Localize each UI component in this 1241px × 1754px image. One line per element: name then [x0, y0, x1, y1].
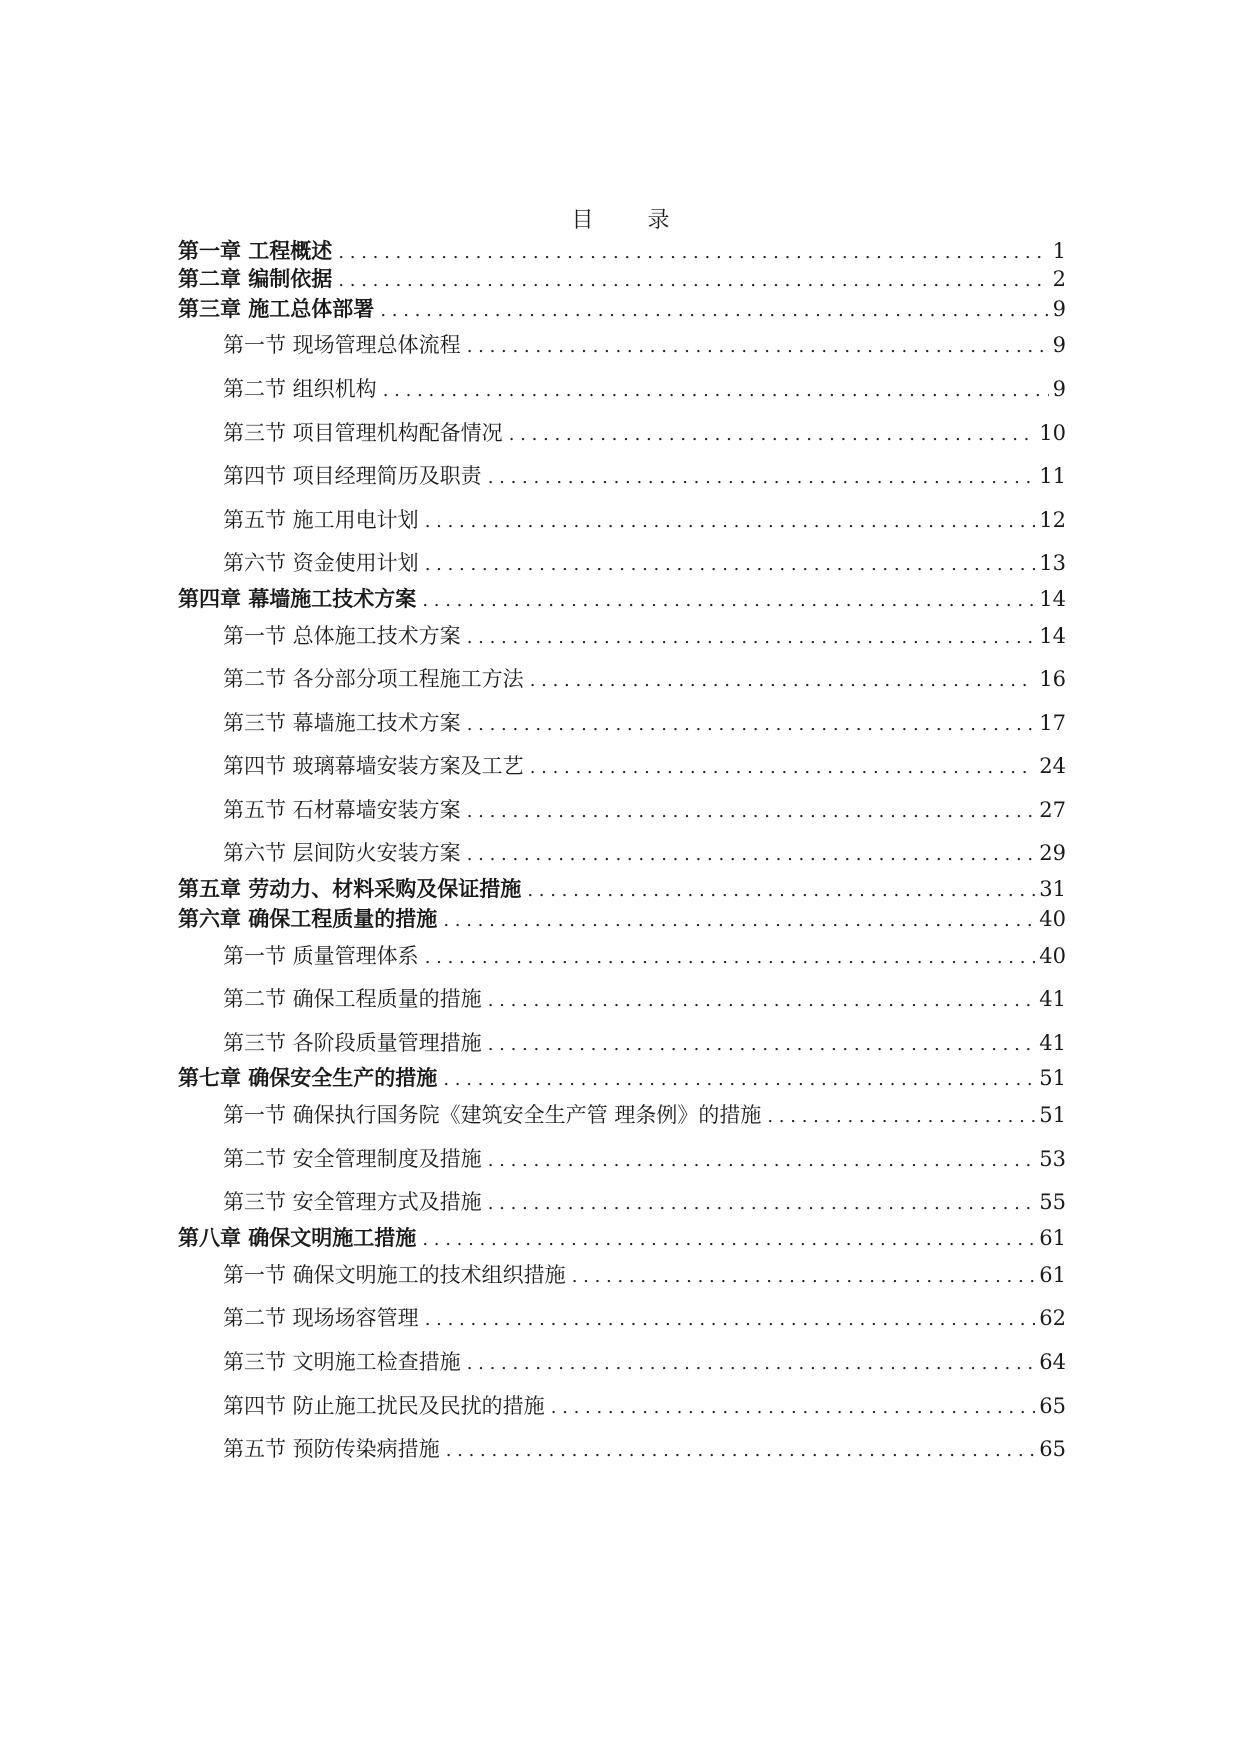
toc-section-entry[interactable] [223, 1260, 1066, 1290]
toc-section-entry[interactable] [223, 374, 1066, 404]
toc-entry-page-number: 51 [1039, 1103, 1066, 1127]
toc-entry-label: 第二章 编制依据 [178, 267, 333, 291]
toc-entry-page-number: 61 [1039, 1263, 1066, 1287]
dot-leader [467, 840, 1036, 868]
toc-entry-page-number: 11 [1039, 464, 1066, 488]
dot-leader [338, 266, 1048, 294]
toc-entry-page-number: 13 [1039, 551, 1066, 575]
toc-section-entry[interactable] [223, 418, 1066, 448]
toc-entry-label: 第一章 工程概述 [178, 239, 333, 263]
toc-entry-label: 第二节 安全管理制度及措施 [223, 1147, 482, 1171]
toc-section-entry[interactable] [223, 1303, 1066, 1333]
toc-entry-page-number: 61 [1039, 1226, 1066, 1250]
toc-entry-label: 第五节 预防传染病措施 [223, 1437, 440, 1461]
toc-section-entry[interactable] [223, 1434, 1066, 1464]
dot-leader [467, 332, 1049, 360]
toc-entry-page-number: 10 [1039, 421, 1066, 445]
toc-section-entry[interactable] [223, 838, 1066, 868]
dot-leader [509, 420, 1036, 448]
toc-entry-label: 第三节 各阶段质量管理措施 [223, 1031, 482, 1055]
toc-entry-label: 第一节 总体施工技术方案 [223, 624, 461, 648]
toc-entry-label: 第一节 质量管理体系 [223, 944, 419, 968]
toc-entry-page-number: 55 [1039, 1190, 1066, 1214]
toc-section-entry[interactable] [223, 664, 1066, 694]
toc-entry-label: 第四章 幕墙施工技术方案 [178, 587, 417, 611]
toc-entry-label: 第三节 文明施工检查措施 [223, 1350, 461, 1374]
toc-section-entry[interactable] [223, 1028, 1066, 1058]
toc-entry-page-number: 14 [1039, 624, 1066, 648]
dot-leader [551, 1393, 1036, 1421]
dot-leader [530, 666, 1036, 694]
toc-chapter-entry[interactable] [178, 874, 1066, 904]
toc-section-entry[interactable] [223, 1391, 1066, 1421]
toc-entry-page-number: 41 [1039, 1031, 1066, 1055]
toc-entry-page-number: 41 [1039, 987, 1066, 1011]
toc-entry-page-number: 40 [1039, 907, 1066, 931]
toc-entry-label: 第六节 层间防火安装方案 [223, 841, 461, 865]
dot-leader [488, 463, 1036, 491]
toc-entry-label: 第三节 安全管理方式及措施 [223, 1190, 482, 1214]
toc-entry-page-number: 29 [1039, 841, 1066, 865]
dot-leader [446, 1436, 1036, 1464]
toc-entry-label: 第三节 幕墙施工技术方案 [223, 711, 461, 735]
toc-entry-label: 第二节 各分部分项工程施工方法 [223, 667, 524, 691]
toc-entry-label: 第一节 确保执行国务院《建筑安全生产管 理条例》的措施 [223, 1103, 762, 1127]
dot-leader [425, 943, 1036, 971]
toc-entry-label: 第二节 组织机构 [223, 377, 377, 401]
dot-leader [488, 1189, 1036, 1217]
toc-entry-page-number: 9 [1052, 297, 1066, 321]
toc-entry-page-number: 53 [1039, 1147, 1066, 1171]
toc-section-entry[interactable] [223, 548, 1066, 578]
toc-entry-label: 第七章 确保安全生产的措施 [178, 1066, 438, 1090]
dot-leader [380, 296, 1048, 324]
toc-section-entry[interactable] [223, 330, 1066, 360]
toc-chapter-entry[interactable] [178, 1063, 1066, 1093]
toc-entry-page-number: 14 [1039, 587, 1066, 611]
toc-entry-label: 第六章 确保工程质量的措施 [178, 907, 438, 931]
dot-leader [488, 986, 1036, 1014]
toc-section-entry[interactable] [223, 941, 1066, 971]
dot-leader [488, 1146, 1036, 1174]
toc-title [0, 207, 1241, 235]
dot-leader [467, 797, 1036, 825]
toc-section-entry[interactable] [223, 461, 1066, 491]
toc-entry-label: 第四节 防止施工扰民及民扰的措施 [223, 1394, 545, 1418]
toc-section-entry[interactable] [223, 505, 1066, 535]
toc-entry-page-number: 1 [1052, 239, 1066, 263]
toc-entry-label: 第一节 确保文明施工的技术组织措施 [223, 1263, 566, 1287]
toc-entry-page-number: 65 [1039, 1437, 1066, 1461]
toc-chapter-entry[interactable] [178, 1223, 1066, 1253]
toc-title-left: 目 [571, 208, 594, 233]
toc-chapter-entry[interactable] [178, 236, 1066, 266]
toc-entry-label: 第四节 玻璃幕墙安装方案及工艺 [223, 754, 524, 778]
toc-entry-label: 第六节 资金使用计划 [223, 551, 419, 575]
dot-leader [467, 1349, 1036, 1377]
toc-entry-label: 第二节 确保工程质量的措施 [223, 987, 482, 1011]
dot-leader [530, 753, 1036, 781]
dot-leader [425, 550, 1036, 578]
dot-leader [488, 1030, 1036, 1058]
dot-leader [527, 876, 1035, 904]
toc-entry-label: 第五节 石材幕墙安装方案 [223, 798, 461, 822]
dot-leader [425, 1305, 1036, 1333]
toc-section-entry[interactable] [223, 984, 1066, 1014]
toc-section-entry[interactable] [223, 1187, 1066, 1217]
toc-entry-label: 第三节 项目管理机构配备情况 [223, 421, 503, 445]
toc-entry-page-number: 12 [1039, 508, 1066, 532]
toc-section-entry[interactable] [223, 1347, 1066, 1377]
toc-entry-label: 第八章 确保文明施工措施 [178, 1226, 417, 1250]
toc-section-entry[interactable] [223, 795, 1066, 825]
toc-entry-page-number: 17 [1039, 711, 1066, 735]
toc-entry-page-number: 62 [1039, 1306, 1066, 1330]
toc-title-right: 录 [647, 208, 670, 233]
toc-entry-page-number: 40 [1039, 944, 1066, 968]
toc-entry-page-number: 16 [1039, 667, 1066, 691]
dot-leader [425, 507, 1036, 535]
toc-section-entry[interactable] [223, 1100, 1066, 1130]
toc-entry-page-number: 9 [1052, 377, 1066, 401]
toc-entry-page-number: 51 [1039, 1066, 1066, 1090]
toc-entry-label: 第一节 现场管理总体流程 [223, 333, 461, 357]
toc-entry-label: 第五章 劳动力、材料采购及保证措施 [178, 877, 522, 901]
toc-entry-page-number: 9 [1052, 333, 1066, 357]
dot-leader [467, 710, 1036, 738]
toc-entry-label: 第四节 项目经理简历及职责 [223, 464, 482, 488]
dot-leader [443, 1065, 1035, 1093]
toc-section-entry[interactable] [223, 708, 1066, 738]
toc-entry-label: 第二节 现场场容管理 [223, 1306, 419, 1330]
dot-leader [572, 1262, 1036, 1290]
toc-entry-page-number: 65 [1039, 1394, 1066, 1418]
toc-chapter-entry[interactable] [178, 584, 1066, 614]
dot-leader [422, 1225, 1035, 1253]
toc-section-entry[interactable] [223, 621, 1066, 651]
toc-entry-page-number: 27 [1039, 798, 1066, 822]
dot-leader [383, 376, 1049, 404]
toc-entry-label: 第五节 施工用电计划 [223, 508, 419, 532]
dot-leader [338, 238, 1048, 266]
toc-chapter-entry[interactable] [178, 904, 1066, 934]
toc-entry-label: 第三章 施工总体部署 [178, 297, 375, 321]
dot-leader [467, 623, 1036, 651]
toc-entry-page-number: 24 [1039, 754, 1066, 778]
toc-chapter-entry[interactable] [178, 294, 1066, 324]
dot-leader [767, 1102, 1035, 1130]
toc-entry-page-number: 64 [1039, 1350, 1066, 1374]
toc-entry-page-number: 31 [1039, 877, 1066, 901]
toc-section-entry[interactable] [223, 1144, 1066, 1174]
dot-leader [422, 586, 1035, 614]
toc-chapter-entry[interactable] [178, 264, 1066, 294]
toc-entry-page-number: 2 [1052, 267, 1066, 291]
toc-section-entry[interactable] [223, 751, 1066, 781]
dot-leader [443, 906, 1035, 934]
